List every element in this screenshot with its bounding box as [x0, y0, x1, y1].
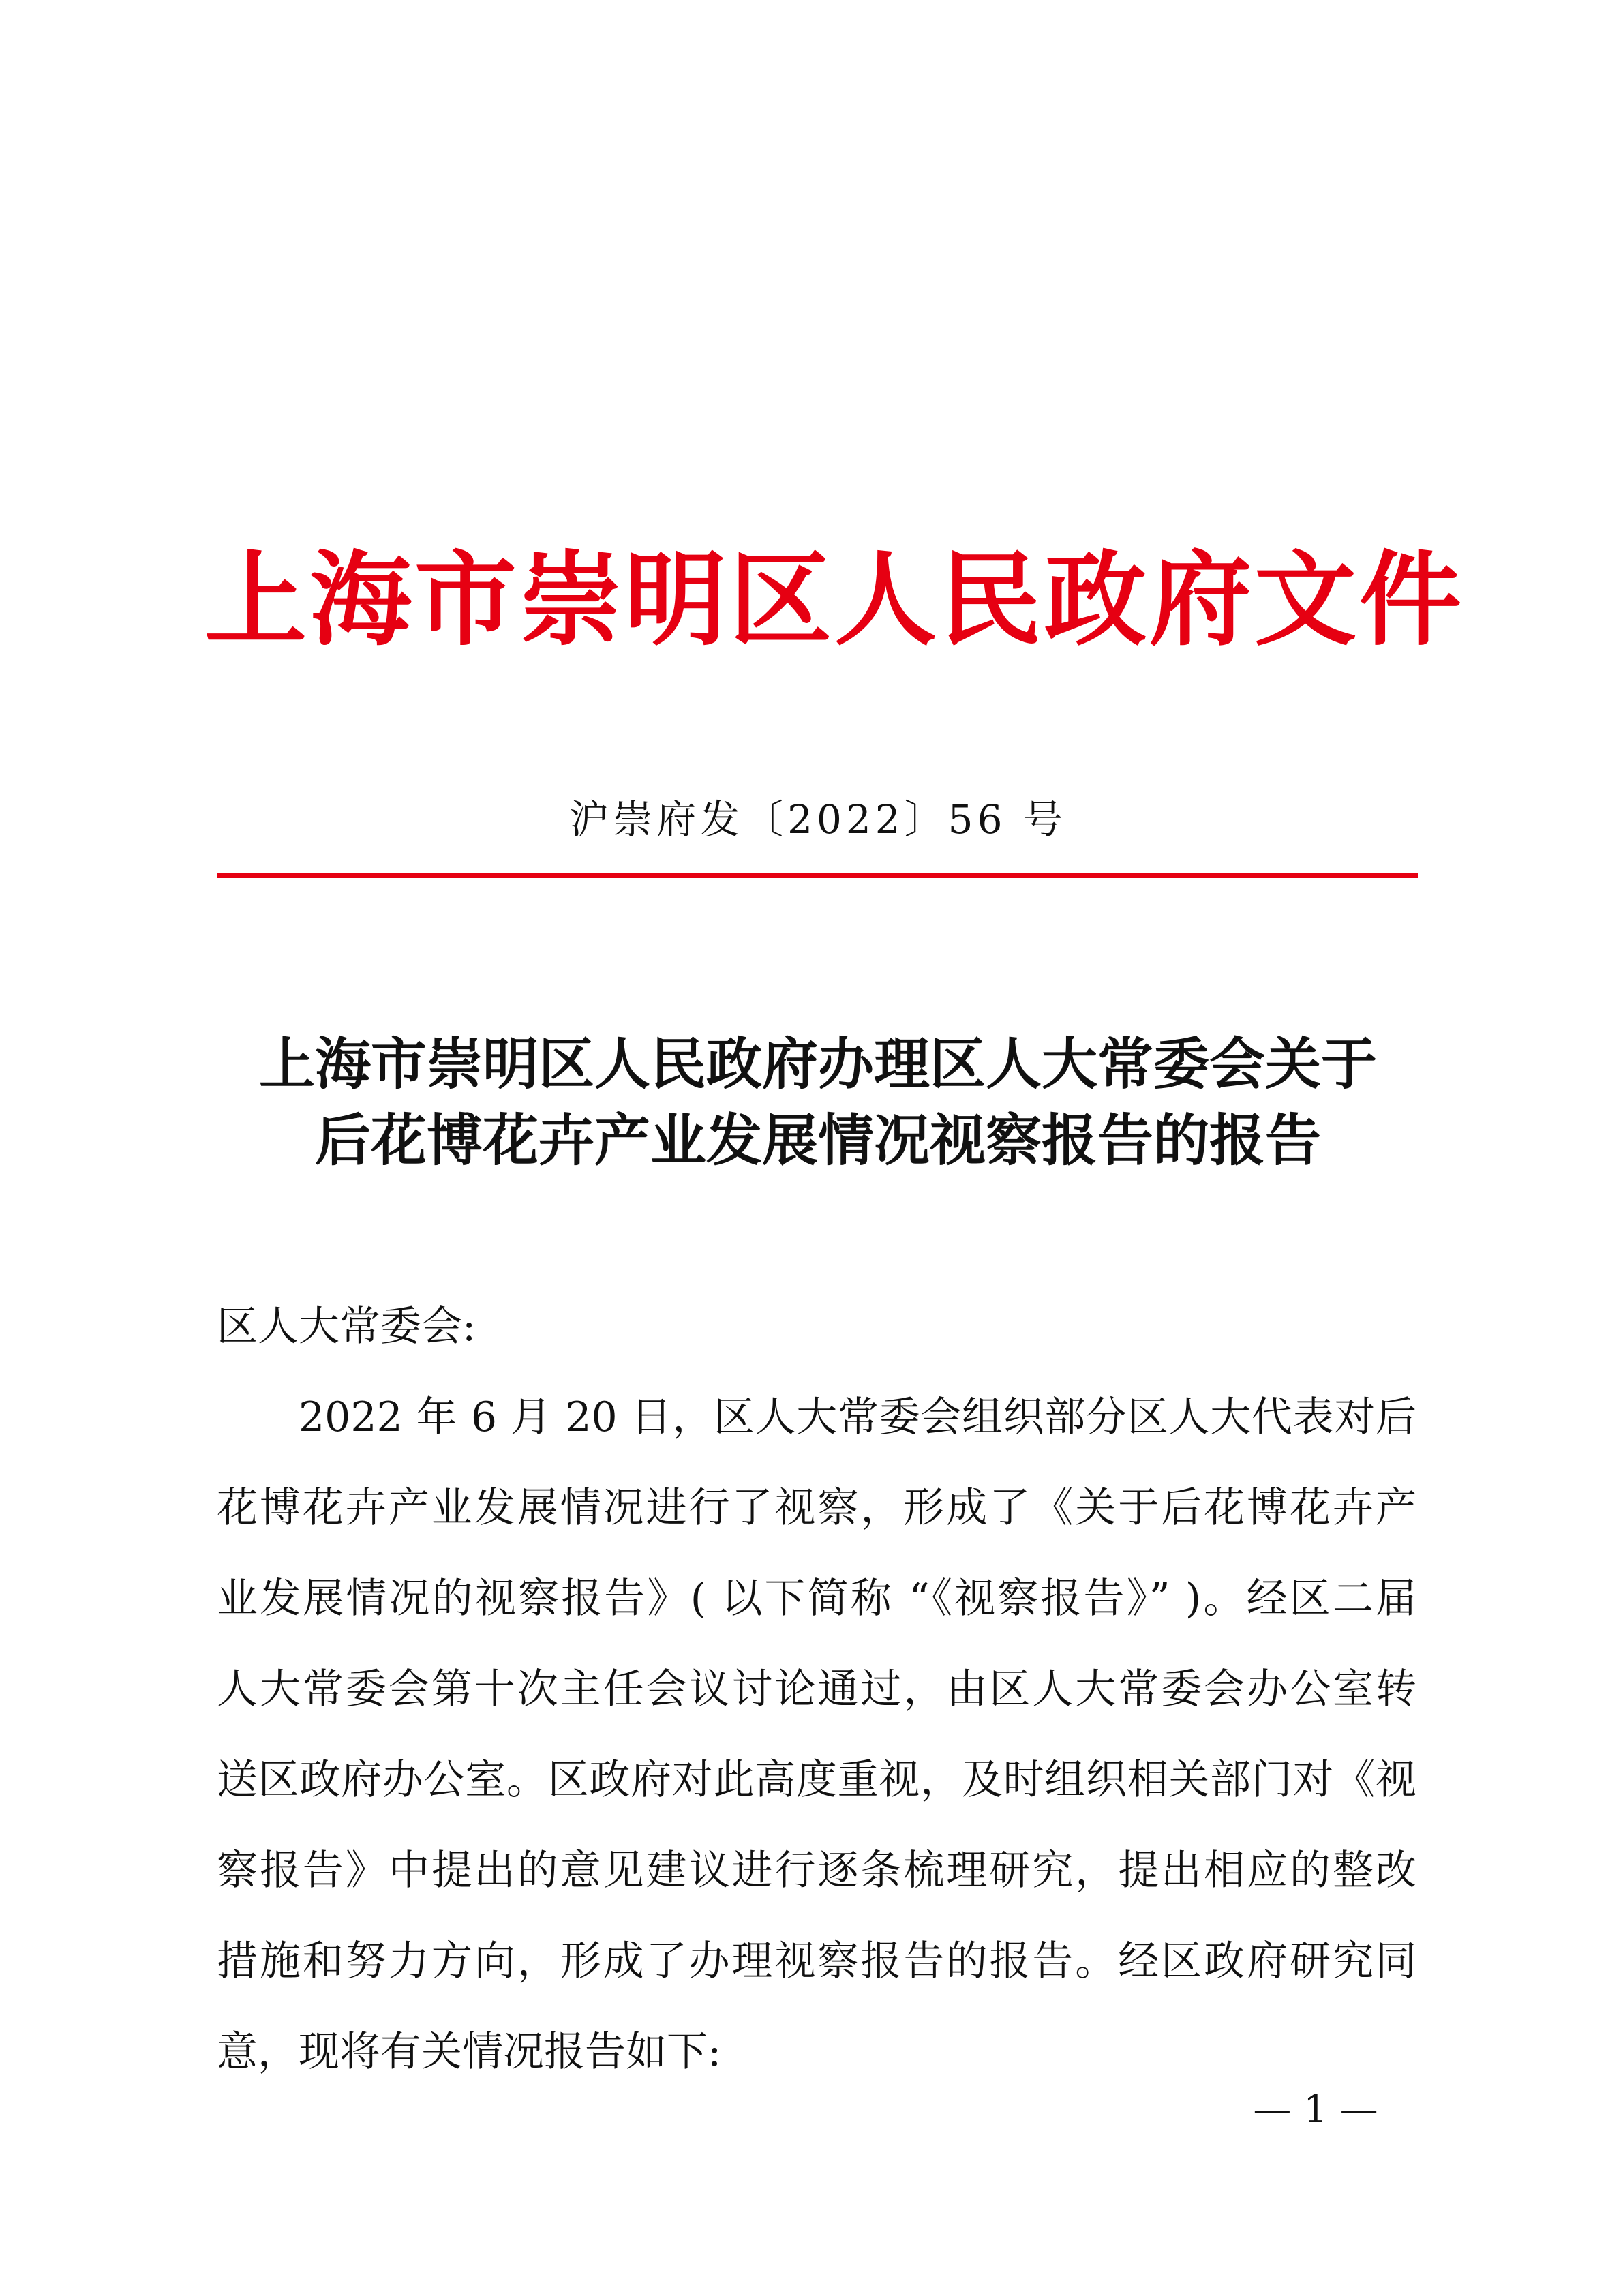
document-title-line-2: 后花博花卉产业发展情况视察报告的报告 [314, 1108, 1321, 1173]
paragraph-line: 察报告》中提出的意见建议进行逐条梳理研究，提出相应的整改 [217, 1847, 1416, 1894]
paragraph-line: 人大常委会第十次主任会议讨论通过，由区人大常委会办公室转 [217, 1665, 1416, 1713]
paragraph-line: 送区政府办公室。区政府对此高度重视，及时组织相关部门对《视 [217, 1756, 1416, 1804]
document-title-line-1: 上海市崇明区人民政府办理区人大常委会关于 [258, 1031, 1377, 1097]
document-title [204, 1026, 1431, 1179]
paragraph-line: 意，现将有关情况报告如下: [217, 2028, 722, 2076]
document-body [217, 1282, 1416, 2098]
page-number: — 1 — [1253, 2087, 1378, 2132]
salutation: 区人大常委会: [217, 1303, 476, 1350]
paragraph-line: 业发展情况的视察报告》( 以下简称 “《视察报告》” )。经区二届 [217, 1575, 1416, 1622]
paragraph-line: 花博花卉产业发展情况进行了视察，形成了《关于后花博花卉产 [217, 1484, 1416, 1532]
paragraph-line: 2022 年 6 月 20 日，区人大常委会组织部分区人大代表对后 [299, 1393, 1416, 1441]
document-number: 沪崇府发〔2022〕56 号 [569, 796, 1067, 843]
paragraph-line: 措施和努力方向，形成了办理视察报告的报告。经区政府研究同 [217, 1937, 1416, 1985]
issuing-authority-header: 上海市崇明区人民政府文件 [204, 540, 1465, 660]
red-separator-rule [217, 873, 1418, 878]
